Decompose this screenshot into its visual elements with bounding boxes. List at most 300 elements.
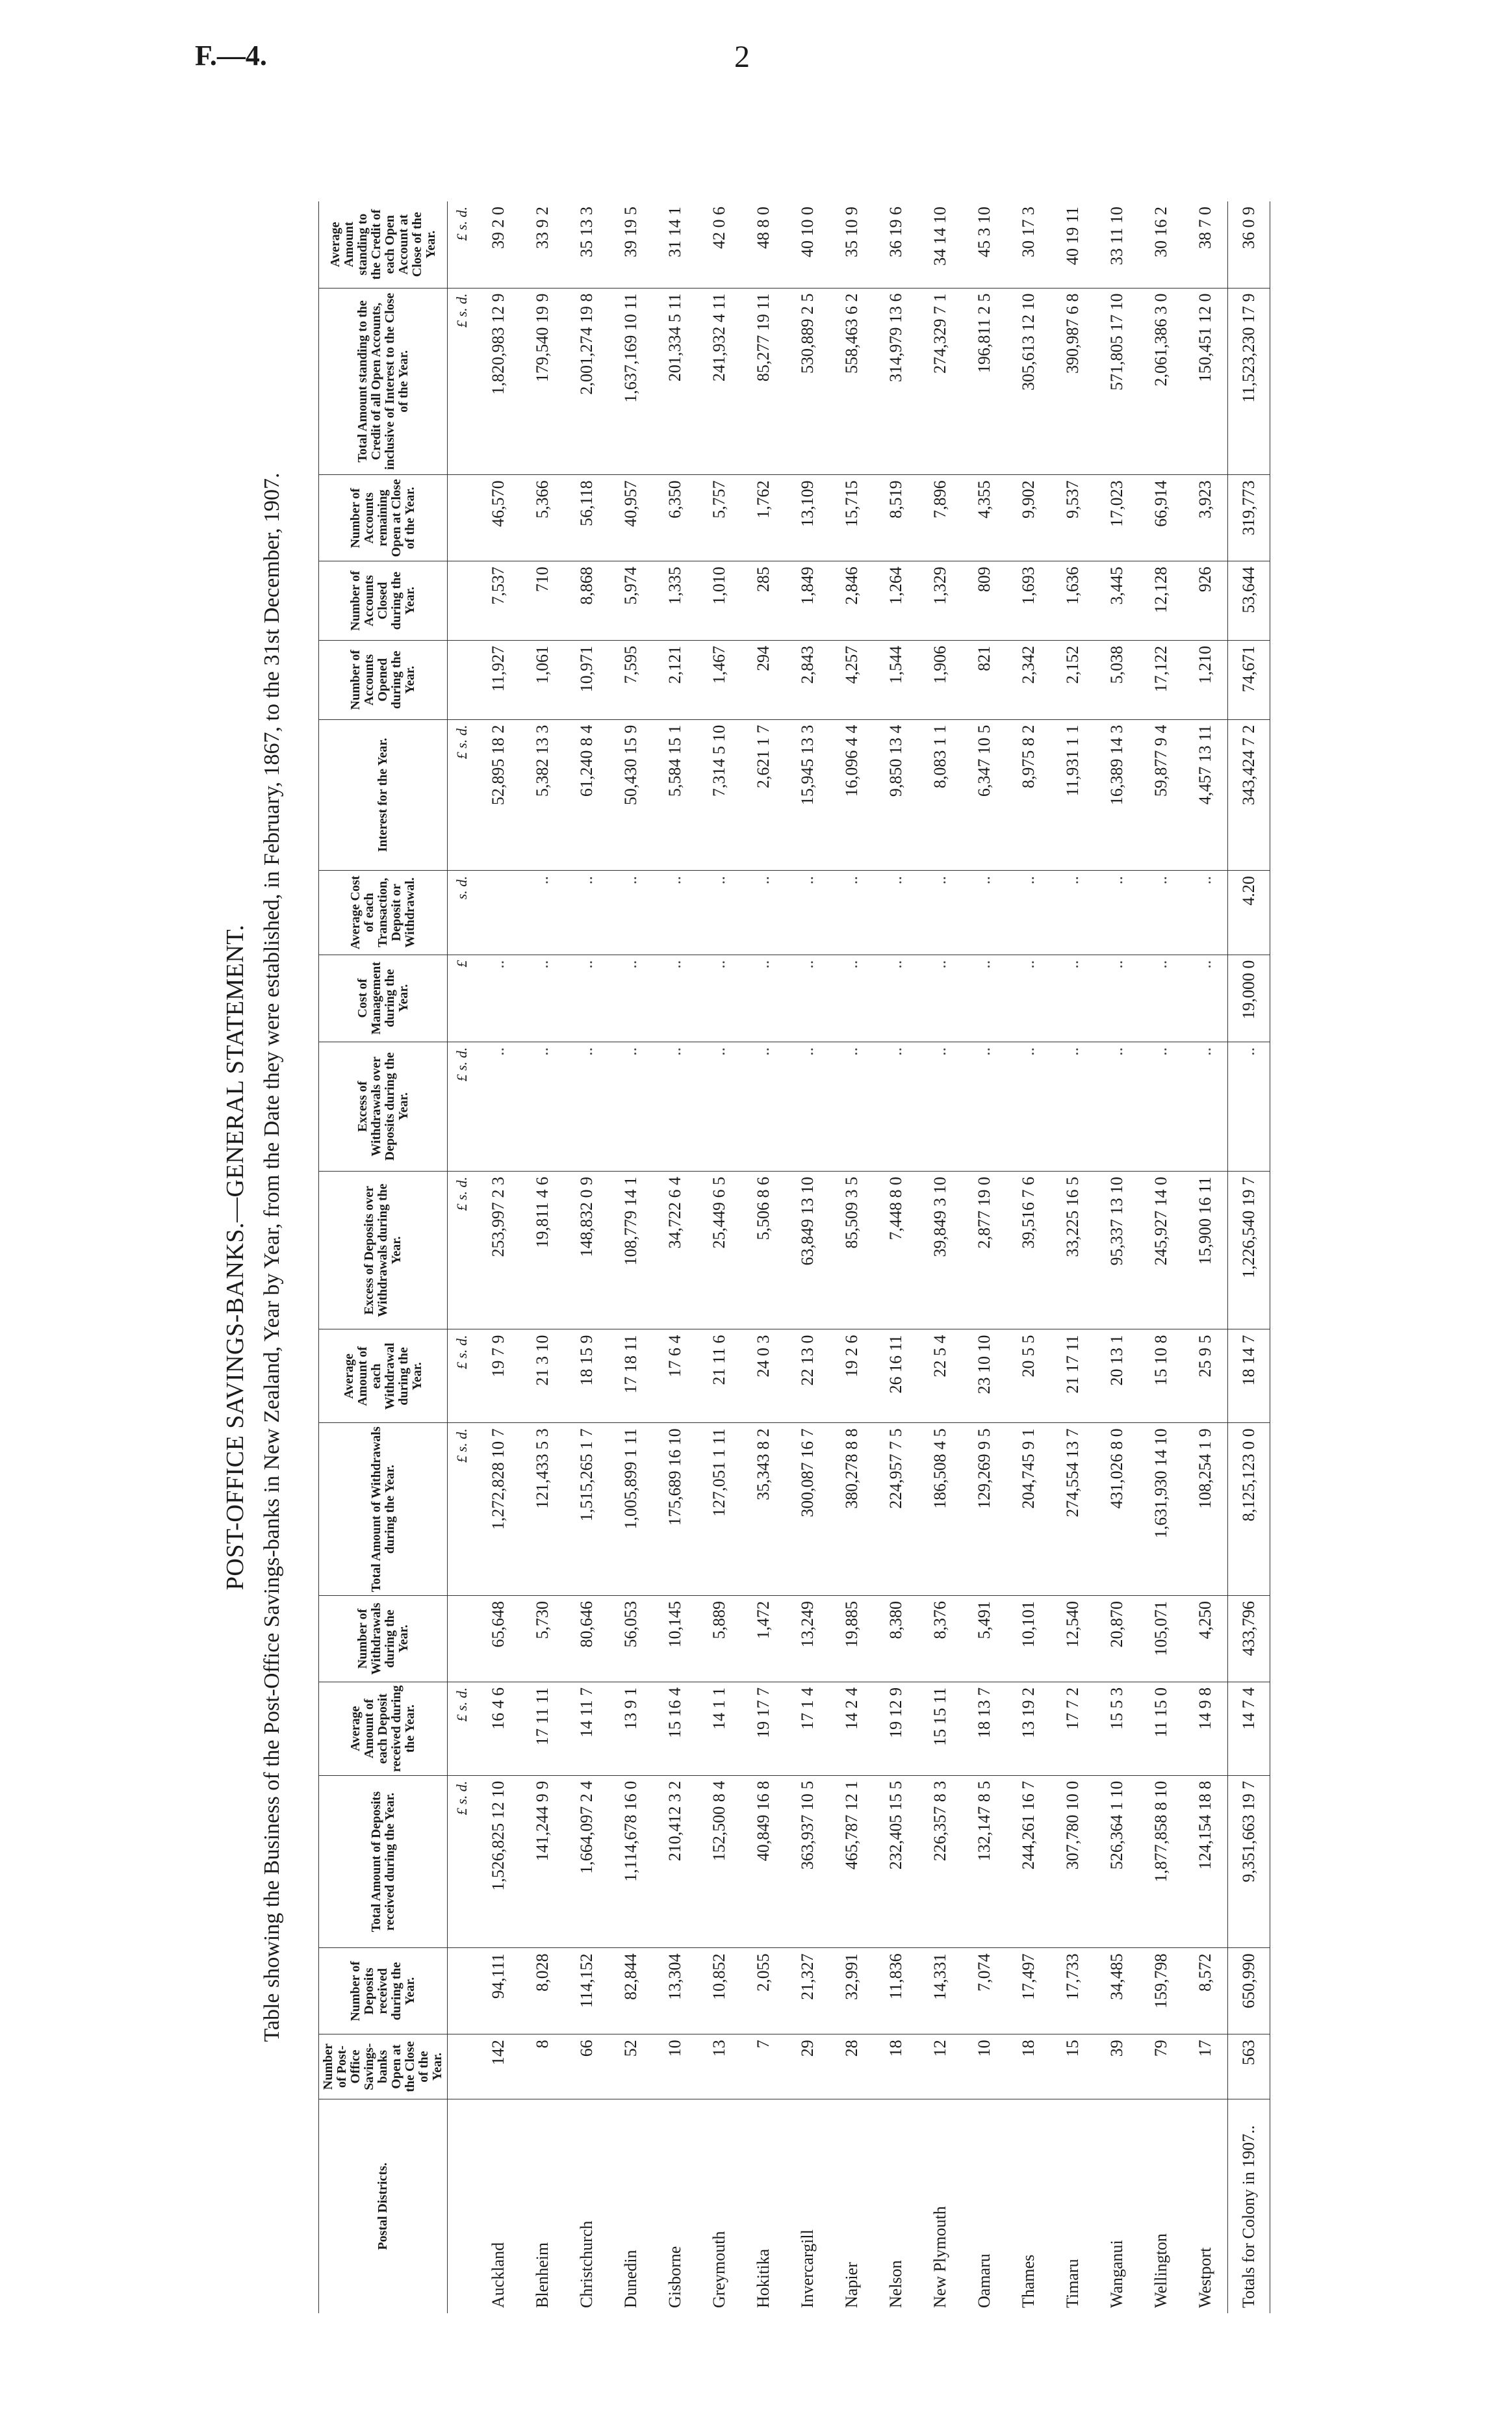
table-cell: 21,327 [786, 1948, 830, 2034]
table-caption: Table showing the Business of the Post-Office Savings-banks in New Zealand, Year by Year, from the Date they were established, in February, 1867, to the 31st December, 1907. [260, 472, 284, 2042]
table-cell: .. [874, 955, 918, 1042]
table-cell: 15 5 3 [1095, 1682, 1139, 1775]
table-cell: 305,613 12 10 [1006, 288, 1051, 475]
column-header: Interest for the Year. [319, 719, 448, 870]
table-cell: 390,987 6 8 [1051, 288, 1095, 475]
table-cell: £ s. d. [448, 1682, 477, 1775]
table-cell: 152,500 8 4 [697, 1775, 741, 1948]
table-cell: 530,889 2 5 [786, 288, 830, 475]
table-row [1183, 201, 1228, 2313]
table-cell: 32,991 [830, 1948, 874, 2034]
column-header: Excess of Deposits over Withdrawals during the Year. [319, 1171, 448, 1329]
column-header: Total Amount of Withdrawals during the Year. [319, 1423, 448, 1596]
table-cell: .. [1183, 1042, 1228, 1171]
table-row [918, 201, 962, 2313]
table-cell: 42 0 6 [697, 201, 741, 288]
table-cell: 80,646 [565, 1596, 609, 1682]
table-cell: 13,304 [653, 1948, 697, 2034]
district-name: Dunedin [621, 2250, 640, 2308]
table-cell: 14,331 [918, 1948, 962, 2034]
table-cell: 39,849 3 10 [918, 1171, 962, 1329]
table-cell: 18 13 7 [962, 1682, 1006, 1775]
table-cell: 5,757 [697, 475, 741, 561]
table-cell: 2,121 [653, 640, 697, 719]
table-row [476, 201, 520, 2313]
table-cell: 15 15 11 [918, 1682, 962, 1775]
table-cell: 8,519 [874, 475, 918, 561]
table-cell: 179,540 19 9 [520, 288, 565, 475]
table-cell: 20 5 5 [1006, 1329, 1051, 1423]
table-cell: 22 5 4 [918, 1329, 962, 1423]
table-cell: 40 10 0 [786, 201, 830, 288]
table-cell: 31 14 1 [653, 201, 697, 288]
table-cell: 17 6 4 [653, 1329, 697, 1423]
table-cell: .. [520, 1042, 565, 1171]
table-cell: 1,877,858 8 10 [1139, 1775, 1183, 1948]
table-cell: 2,061,386 3 0 [1139, 288, 1183, 475]
column-header: Number of Deposits received during the Year. [319, 1948, 448, 2034]
table-cell: 39 [1095, 2034, 1139, 2099]
table-cell: .. [653, 871, 697, 955]
table-cell: 558,463 6 2 [830, 288, 874, 475]
column-header: Number of Accounts Opened during the Year. [319, 640, 448, 719]
header-row [319, 201, 448, 2313]
table-cell: .. [1139, 955, 1183, 1042]
table-cell: 20,870 [1095, 1596, 1139, 1682]
table-cell: 30 16 2 [1139, 201, 1183, 288]
table-cell: 1,526,825 12 10 [476, 1775, 520, 1948]
table-cell: 14 7 4 [1228, 1682, 1270, 1775]
district-name [448, 2099, 477, 2313]
table-cell: 18 14 7 [1228, 1329, 1270, 1423]
table-cell: 10,145 [653, 1596, 697, 1682]
district-name: Auckland [489, 2242, 507, 2308]
table-cell: 45 3 10 [962, 201, 1006, 288]
table-cell: .. [830, 871, 874, 955]
district-name: Thames [1019, 2254, 1038, 2308]
table-cell: 61,240 8 4 [565, 719, 609, 870]
table-cell: 274,554 13 7 [1051, 1423, 1095, 1596]
table-cell: 36 0 9 [1228, 201, 1270, 288]
table-cell: 253,997 2 3 [476, 1171, 520, 1329]
table-cell: 17 7 2 [1051, 1682, 1095, 1775]
table-cell: .. [741, 955, 786, 1042]
table-cell: 7,448 8 0 [874, 1171, 918, 1329]
table-cell: .. [520, 955, 565, 1042]
table-cell: 141,244 9 9 [520, 1775, 565, 1948]
table-cell: .. [962, 1042, 1006, 1171]
table-cell: 28 [830, 2034, 874, 2099]
table-cell: 17,733 [1051, 1948, 1095, 2034]
table-cell: 16,389 14 3 [1095, 719, 1139, 870]
table-cell: 300,087 16 7 [786, 1423, 830, 1596]
table-cell: 175,689 16 10 [653, 1423, 697, 1596]
table-cell: 294 [741, 640, 786, 719]
table-cell: 809 [962, 561, 1006, 641]
table-cell: .. [874, 1042, 918, 1171]
table-cell: 25,449 6 5 [697, 1171, 741, 1329]
table-cell: 17 1 4 [786, 1682, 830, 1775]
table-cell: 8,975 8 2 [1006, 719, 1051, 870]
table-cell: 274,329 7 1 [918, 288, 962, 475]
table-cell [476, 871, 520, 955]
table-cell: 15 16 4 [653, 1682, 697, 1775]
table-cell: 66 [565, 2034, 609, 2099]
district-name: Napier [842, 2262, 861, 2308]
table-cell: 241,932 4 11 [697, 288, 741, 475]
district-name: Westport [1196, 2247, 1214, 2308]
table-cell: £ s. d. [448, 1171, 477, 1329]
table-cell: 159,798 [1139, 1948, 1183, 2034]
table-cell: £ s. d. [448, 288, 477, 475]
table-cell: 9,351,663 19 7 [1228, 1775, 1270, 1948]
table-cell: 2,877 19 0 [962, 1171, 1006, 1329]
table-cell: 63,849 13 10 [786, 1171, 830, 1329]
table-cell: 129,269 9 5 [962, 1423, 1006, 1596]
table-cell: 13 [697, 2034, 741, 2099]
table-cell: £ s. d. [448, 1775, 477, 1948]
table-cell: 10,852 [697, 1948, 741, 2034]
table-cell: 16 4 6 [476, 1682, 520, 1775]
table-cell: 40 19 11 [1051, 201, 1095, 288]
table-cell: 204,745 9 1 [1006, 1423, 1051, 1596]
table-cell: .. [609, 871, 653, 955]
table-cell: 571,805 17 10 [1095, 288, 1139, 475]
table-cell: £ s. d. [448, 719, 477, 870]
table-cell: 314,979 13 6 [874, 288, 918, 475]
table-cell: .. [786, 1042, 830, 1171]
table-cell: .. [830, 1042, 874, 1171]
table-cell: .. [874, 871, 918, 955]
table-cell: 8,028 [520, 1948, 565, 2034]
district-name: Totals for Colony in 1907.. [1228, 2099, 1270, 2313]
table-cell: 1,472 [741, 1596, 786, 1682]
table-cell: 18 15 9 [565, 1329, 609, 1423]
table-cell: .. [1095, 871, 1139, 955]
table-cell: 15,715 [830, 475, 874, 561]
column-header: Average Amount standing to the Credit of each Open Account at Close of the Year. [319, 201, 448, 288]
table-cell: 13 19 2 [1006, 1682, 1051, 1775]
table-cell: 12 [918, 2034, 962, 2099]
table-cell: 17 [1183, 2034, 1228, 2099]
column-header: Average Amount of each Deposit received during the Year. [319, 1682, 448, 1775]
table-cell: 9,850 13 4 [874, 719, 918, 870]
table-cell: 7,074 [962, 1948, 1006, 2034]
table-cell: 5,730 [520, 1596, 565, 1682]
table-cell: 17,122 [1139, 640, 1183, 719]
table-cell: 224,957 7 5 [874, 1423, 918, 1596]
table-cell: 33 11 10 [1095, 201, 1139, 288]
table-cell: 17 18 11 [609, 1329, 653, 1423]
table-row [609, 201, 653, 2313]
table-cell: 10 [653, 2034, 697, 2099]
table-cell [448, 561, 477, 641]
table-cell: .. [1006, 1042, 1051, 1171]
district-name: Oamaru [975, 2253, 993, 2308]
table-cell: 19 17 7 [741, 1682, 786, 1775]
table-cell: 8,868 [565, 561, 609, 641]
table-cell: 34,722 6 4 [653, 1171, 697, 1329]
table-cell: 4,457 13 11 [1183, 719, 1228, 870]
table-cell: .. [653, 955, 697, 1042]
table-cell: 1,272,828 10 7 [476, 1423, 520, 1596]
table-cell: 526,364 1 10 [1095, 1775, 1139, 1948]
table-cell: 6,347 10 5 [962, 719, 1006, 870]
table-cell: 19,000 0 [1228, 955, 1270, 1042]
table-cell: .. [741, 1042, 786, 1171]
district-name: Greymouth [710, 2231, 728, 2308]
table-cell: .. [520, 871, 565, 955]
district-name: Christchurch [577, 2220, 596, 2308]
table-cell: .. [741, 871, 786, 955]
table-cell: 1,515,265 1 7 [565, 1423, 609, 1596]
table-cell: 1,005,899 1 11 [609, 1423, 653, 1596]
table-cell: 46,570 [476, 475, 520, 561]
table-cell: 21 17 11 [1051, 1329, 1095, 1423]
table-cell: 1,636 [1051, 561, 1095, 641]
table-cell: .. [609, 955, 653, 1042]
table-row [1139, 201, 1183, 2313]
table-cell: 48 8 0 [741, 201, 786, 288]
column-header: Number of Post-Office Savings-banks Open at the Close of the Year. [319, 2034, 448, 2099]
table-row [830, 201, 874, 2313]
table-cell: 1,762 [741, 475, 786, 561]
table-cell: 15 10 8 [1139, 1329, 1183, 1423]
table-cell: 1,849 [786, 561, 830, 641]
table-cell: 1,664,097 2 4 [565, 1775, 609, 1948]
table-cell: 19 2 6 [830, 1329, 874, 1423]
table-cell: 8,376 [918, 1596, 962, 1682]
table-cell: 105,071 [1139, 1596, 1183, 1682]
table-cell: 1,335 [653, 561, 697, 641]
table-cell: 39 19 5 [609, 201, 653, 288]
table-cell: 4,250 [1183, 1596, 1228, 1682]
table-cell: 210,412 3 2 [653, 1775, 697, 1948]
table-cell: 2,152 [1051, 640, 1095, 719]
table-cell: 85,277 19 11 [741, 288, 786, 475]
table-cell [448, 2034, 477, 2099]
table-cell: 1,820,983 12 9 [476, 288, 520, 475]
table-cell: 114,152 [565, 1948, 609, 2034]
table-cell: 1,693 [1006, 561, 1051, 641]
table-cell: 53,644 [1228, 561, 1270, 641]
table-cell: 150,451 12 0 [1183, 288, 1228, 475]
table-cell: .. [476, 955, 520, 1042]
table-cell: 17,023 [1095, 475, 1139, 561]
table-cell: 8,125,123 0 0 [1228, 1423, 1270, 1596]
table-cell: 65,648 [476, 1596, 520, 1682]
column-header: Average Amount of each Withdrawal during the Year. [319, 1329, 448, 1423]
table-cell: 363,937 10 5 [786, 1775, 830, 1948]
table-cell: 1,010 [697, 561, 741, 641]
table-cell: 563 [1228, 2034, 1270, 2099]
table-cell: 142 [476, 2034, 520, 2099]
table-cell: 4.20 [1228, 871, 1270, 955]
table-cell [448, 1596, 477, 1682]
table-cell [448, 640, 477, 719]
table-cell: 121,433 5 3 [520, 1423, 565, 1596]
units-row [448, 201, 477, 2313]
table-cell: 132,147 8 5 [962, 1775, 1006, 1948]
table-row [565, 201, 609, 2313]
table-cell: 11,523,230 17 9 [1228, 288, 1270, 475]
table-cell: 66,914 [1139, 475, 1183, 561]
table-cell: .. [962, 871, 1006, 955]
table-cell: 8,380 [874, 1596, 918, 1682]
table-cell: 8,083 1 1 [918, 719, 962, 870]
table-cell: .. [786, 955, 830, 1042]
column-header: Cost of Management during the Year. [319, 955, 448, 1042]
table-cell: 196,811 2 5 [962, 288, 1006, 475]
table-row [653, 201, 697, 2313]
column-header: Number of Accounts Closed during the Year. [319, 561, 448, 641]
table-cell: 16,096 4 4 [830, 719, 874, 870]
table-cell: s. d. [448, 871, 477, 955]
table-cell: 11,836 [874, 1948, 918, 2034]
table-cell: 1,210 [1183, 640, 1228, 719]
table-cell: 124,154 18 8 [1183, 1775, 1228, 1948]
table-cell: 1,631,930 14 10 [1139, 1423, 1183, 1596]
table-cell: .. [697, 1042, 741, 1171]
table-cell: 13,249 [786, 1596, 830, 1682]
table-cell: 50,430 15 9 [609, 719, 653, 870]
table-cell: .. [1139, 871, 1183, 955]
table-cell: .. [697, 871, 741, 955]
table-cell: 22 13 0 [786, 1329, 830, 1423]
table-cell: 82,844 [609, 1948, 653, 2034]
table-row [697, 201, 741, 2313]
table-cell: .. [653, 1042, 697, 1171]
table-cell: 5,506 8 6 [741, 1171, 786, 1329]
table-cell: 108,779 14 1 [609, 1171, 653, 1329]
table-cell: 19,811 4 6 [520, 1171, 565, 1329]
table-cell: 15,945 13 3 [786, 719, 830, 870]
table-cell: 15,900 16 11 [1183, 1171, 1228, 1329]
table-cell: 38 7 0 [1183, 201, 1228, 288]
column-header: Number of Withdrawals during the Year. [319, 1596, 448, 1682]
table-cell: 5,974 [609, 561, 653, 641]
table-cell: 2,342 [1006, 640, 1051, 719]
table-cell: 17,497 [1006, 1948, 1051, 2034]
district-name: New Plymouth [930, 2206, 949, 2308]
table-cell: 59,877 9 4 [1139, 719, 1183, 870]
table-cell: .. [609, 1042, 653, 1171]
table-cell: 4,355 [962, 475, 1006, 561]
table-cell: 7,595 [609, 640, 653, 719]
column-header: Number of Accounts remaining Open at Close of the Year. [319, 475, 448, 561]
table-cell: 8 [520, 2034, 565, 2099]
table-cell: 85,509 3 5 [830, 1171, 874, 1329]
table-cell: 7,896 [918, 475, 962, 561]
table-cell: 2,846 [830, 561, 874, 641]
table-cell: .. [918, 955, 962, 1042]
table-cell: .. [1006, 955, 1051, 1042]
table-cell: 5,491 [962, 1596, 1006, 1682]
table-cell: 1,226,540 19 7 [1228, 1171, 1270, 1329]
table-cell: .. [1183, 955, 1228, 1042]
table-cell: 1,467 [697, 640, 741, 719]
table-cell: .. [1051, 871, 1095, 955]
column-header: Postal Districts. [319, 2099, 448, 2313]
table-cell: 710 [520, 561, 565, 641]
table-cell: 343,424 7 2 [1228, 719, 1270, 870]
table-cell: 11,927 [476, 640, 520, 719]
table-cell: 36 19 6 [874, 201, 918, 288]
table-cell: .. [565, 871, 609, 955]
table-row [520, 201, 565, 2313]
table-cell: 6,350 [653, 475, 697, 561]
table-row [741, 201, 786, 2313]
table-row [1095, 201, 1139, 2313]
table-cell: 465,787 12 1 [830, 1775, 874, 1948]
table-cell: 25 9 5 [1183, 1329, 1228, 1423]
table-cell: 2,001,274 19 8 [565, 288, 609, 475]
table-cell: .. [918, 1042, 962, 1171]
table-cell: 650,990 [1228, 1948, 1270, 2034]
table-cell: 433,796 [1228, 1596, 1270, 1682]
table-cell: .. [1228, 1042, 1270, 1171]
table-cell: 1,637,169 10 11 [609, 288, 653, 475]
column-header: Total Amount of Deposits received during the Year. [319, 1775, 448, 1948]
table-cell: 127,051 1 11 [697, 1423, 741, 1596]
table-cell [448, 475, 477, 561]
table-cell: .. [1183, 871, 1228, 955]
table-cell: 2,055 [741, 1948, 786, 2034]
table-cell: .. [697, 955, 741, 1042]
table-cell: 1,544 [874, 640, 918, 719]
table-row [1006, 201, 1051, 2313]
column-header: Total Amount standing to the Credit of all Open Accounts, inclusive of Interest to the Close of the Year. [319, 288, 448, 475]
table-cell: £ s. d. [448, 1423, 477, 1596]
table-cell: 9,537 [1051, 475, 1095, 561]
table-cell: 10,101 [1006, 1596, 1051, 1682]
column-header: Average Cost of each Transaction, Deposit or Withdrawal. [319, 871, 448, 955]
table-cell: 19 12 9 [874, 1682, 918, 1775]
table-cell: .. [1095, 955, 1139, 1042]
table-cell: £ [448, 955, 477, 1042]
district-name: Hokitika [754, 2249, 773, 2308]
table-cell: 40,849 16 8 [741, 1775, 786, 1948]
table-cell: 1,329 [918, 561, 962, 641]
table-cell: 14 1 1 [697, 1682, 741, 1775]
table-cell: 29 [786, 2034, 830, 2099]
district-name: Wellington [1151, 2233, 1170, 2308]
table-cell: 26 16 11 [874, 1329, 918, 1423]
table-cell: .. [1051, 955, 1095, 1042]
table-cell: 33,225 16 5 [1051, 1171, 1095, 1329]
table-cell: 18 [874, 2034, 918, 2099]
table-cell: 1,906 [918, 640, 962, 719]
table-body [448, 201, 1270, 2313]
table-cell: 319,773 [1228, 475, 1270, 561]
table-cell: 74,671 [1228, 640, 1270, 719]
table-cell: .. [1139, 1042, 1183, 1171]
table-cell: 5,889 [697, 1596, 741, 1682]
table-cell [448, 1948, 477, 2034]
district-name: Timaru [1063, 2259, 1082, 2308]
table-cell: 14 2 4 [830, 1682, 874, 1775]
table-cell: 14 9 8 [1183, 1682, 1228, 1775]
table-cell: .. [830, 955, 874, 1042]
table-cell: 2,621 1 7 [741, 719, 786, 870]
table-cell: 3,923 [1183, 475, 1228, 561]
table-cell: 35 13 3 [565, 201, 609, 288]
totals-row [1228, 201, 1270, 2313]
table-cell: 17 11 11 [520, 1682, 565, 1775]
table-cell: £ s. d. [448, 1042, 477, 1171]
table-cell: 56,053 [609, 1596, 653, 1682]
rotated-page [221, 201, 1475, 2313]
